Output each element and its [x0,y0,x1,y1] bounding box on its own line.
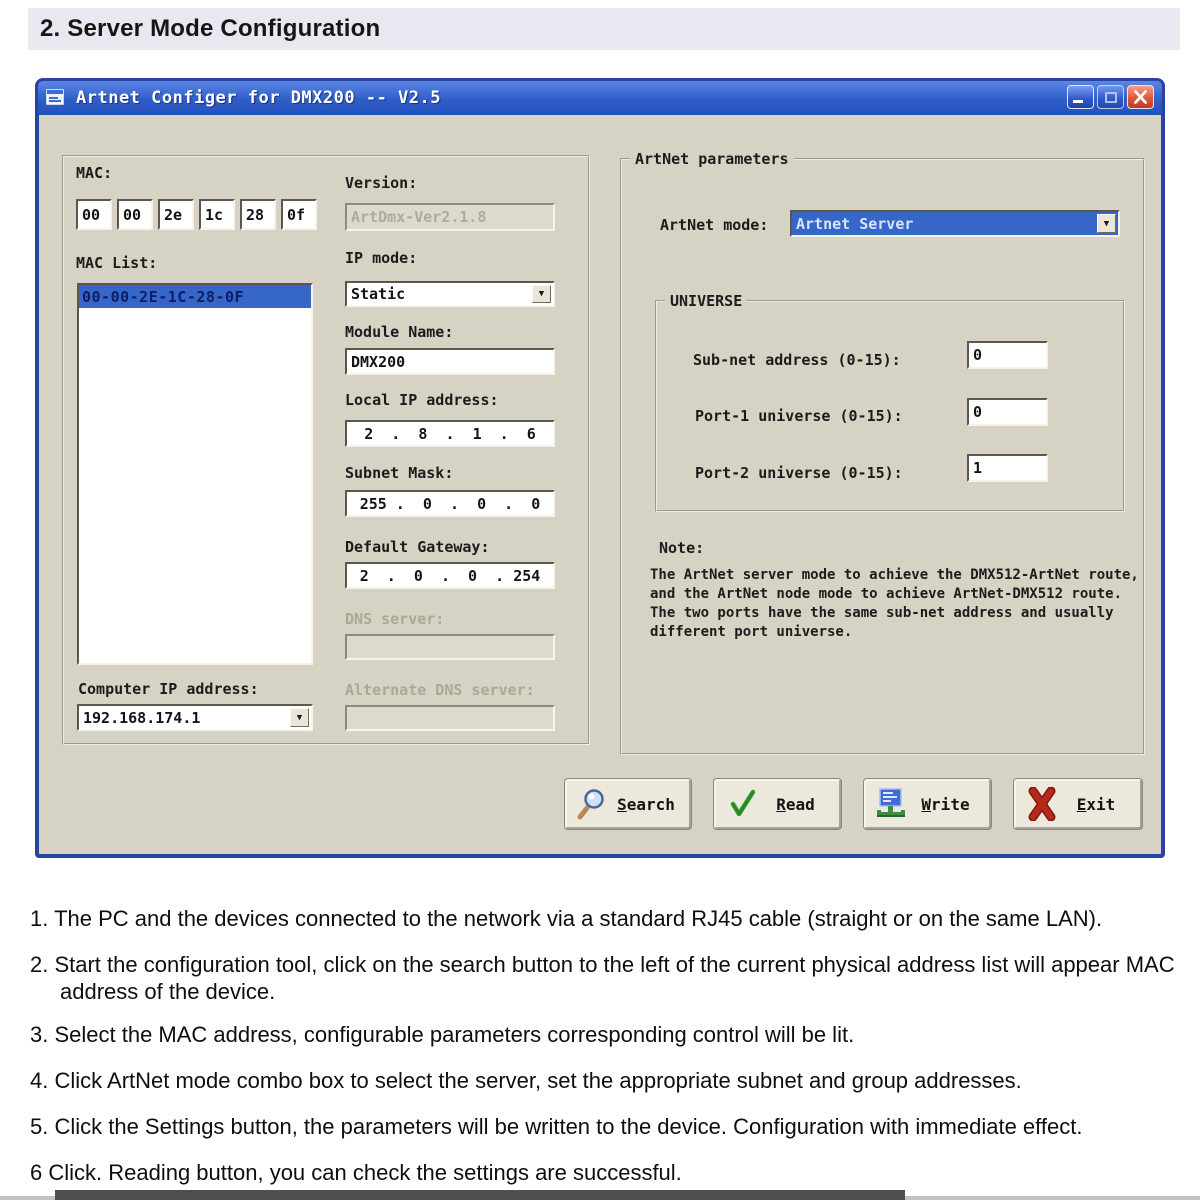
alternate-dns-field [345,705,555,731]
port2-universe-field[interactable]: 1 [967,454,1048,482]
window-titlebar[interactable] [38,81,1162,115]
subnet-address-field[interactable]: 0 [967,341,1048,369]
instruction-2: 2. Start the configuration tool, click on the search button to the left of the current physical address list will appear MAC address of the device. [30,952,1175,1004]
universe-label: UNIVERSE [665,292,747,310]
page-title: 2. Server Mode Configuration [40,15,381,42]
write-button-label: Write [921,794,970,814]
artnet-mode-value: Artnet Server [796,214,914,233]
window-title: Artnet Configer for DMX200 -- V2.5 [76,88,441,108]
exit-button[interactable] [1014,779,1142,829]
mac-list-item-selected[interactable]: 00-00-2E-1C-28-0F [79,285,311,308]
search-icon [573,787,613,821]
mac-octet-2[interactable]: 00 [117,199,153,230]
mac-list[interactable] [77,283,313,665]
version-label: Version: [345,174,418,192]
instruction-3: 3. Select the MAC address, configurable parameters corresponding control will be lit. [30,1022,855,1047]
close-icon [1128,86,1153,108]
write-device-icon [872,787,912,821]
port2-universe-label: Port-2 universe (0-15): [695,464,903,482]
module-name-field[interactable]: DMX200 [345,348,555,375]
instruction-1: 1. The PC and the devices connected to the network via a standard RJ45 cable (straight or on the same LAN). [30,906,1103,931]
write-button[interactable] [864,779,991,829]
mac-octet-3[interactable]: 2e [158,199,194,230]
artnet-mode-combobox[interactable] [790,210,1120,237]
default-gateway-label: Default Gateway: [345,538,490,556]
ip-mode-label: IP mode: [345,249,418,267]
mac-octet-6[interactable]: 0f [281,199,317,230]
section-heading-strip [28,8,1180,50]
local-ip-field[interactable]: 2 . 8 . 1 . 6 [345,420,555,447]
dns-server-field [345,634,555,660]
close-button[interactable] [1127,85,1154,109]
bottom-crop-bar [55,1190,905,1200]
ip-mode-combobox[interactable] [345,281,555,307]
instruction-4: 4. Click ArtNet mode combo box to select the server, set the appropriate subnet and group addresses. [30,1068,1022,1093]
chevron-down-icon[interactable]: ▼ [532,285,551,303]
app-form-icon [46,89,66,107]
mac-octet-4[interactable]: 1c [199,199,235,230]
maximize-icon [1105,92,1117,103]
mac-octet-5[interactable]: 28 [240,199,276,230]
port1-universe-label: Port-1 universe (0-15): [695,407,903,425]
subnet-mask-field[interactable]: 255 . 0 . 0 . 0 [345,490,555,517]
read-button[interactable] [714,779,841,829]
chevron-down-icon[interactable]: ▼ [1097,214,1116,233]
mac-list-label: MAC List: [76,254,158,272]
artnet-parameters-label: ArtNet parameters [630,150,794,168]
note-label: Note: [659,539,705,557]
computer-ip-value: 192.168.174.1 [83,708,201,727]
instruction-6: 6 Click. Reading button, you can check the settings are successful. [30,1160,682,1185]
minimize-icon [1073,100,1083,103]
mac-octet-1[interactable]: 00 [76,199,112,230]
search-button[interactable] [565,779,691,829]
mac-label: MAC: [76,164,113,182]
dns-server-label: DNS server: [345,610,445,628]
subnet-mask-label: Subnet Mask: [345,464,454,482]
port1-universe-field[interactable]: 0 [967,398,1048,426]
default-gateway-field[interactable]: 2 . 0 . 0 . 254 [345,562,555,589]
instruction-5: 5. Click the Settings button, the parameters will be written to the device. Configuration with immediate effect. [30,1114,1083,1139]
ip-mode-value: Static [351,285,406,303]
module-name-label: Module Name: [345,323,454,341]
maximize-button[interactable] [1097,85,1124,109]
artnet-mode-label: ArtNet mode: [660,216,769,234]
computer-ip-label: Computer IP address: [78,680,259,698]
subnet-address-label: Sub-net address (0-15): [693,351,901,369]
chevron-down-icon[interactable]: ▼ [290,708,309,727]
exit-x-icon [1022,787,1062,821]
computer-ip-combobox[interactable] [77,704,313,731]
artnet-config-window [35,78,1165,858]
search-button-label: Search [617,794,675,814]
version-field: ArtDmx-Ver2.1.8 [345,203,555,231]
read-button-label: Read [776,794,815,814]
exit-button-label: Exit [1076,794,1116,814]
checkmark-icon [722,787,762,821]
alternate-dns-label: Alternate DNS server: [345,681,535,699]
note-text: The ArtNet server mode to achieve the DMX512-ArtNet route, and the ArtNet node mode to achieve ArtNet-DMX512 route. The two ports have the same sub-net address and usually different port universe. [650,567,1139,640]
local-ip-label: Local IP address: [345,391,499,409]
minimize-button[interactable] [1067,85,1094,109]
